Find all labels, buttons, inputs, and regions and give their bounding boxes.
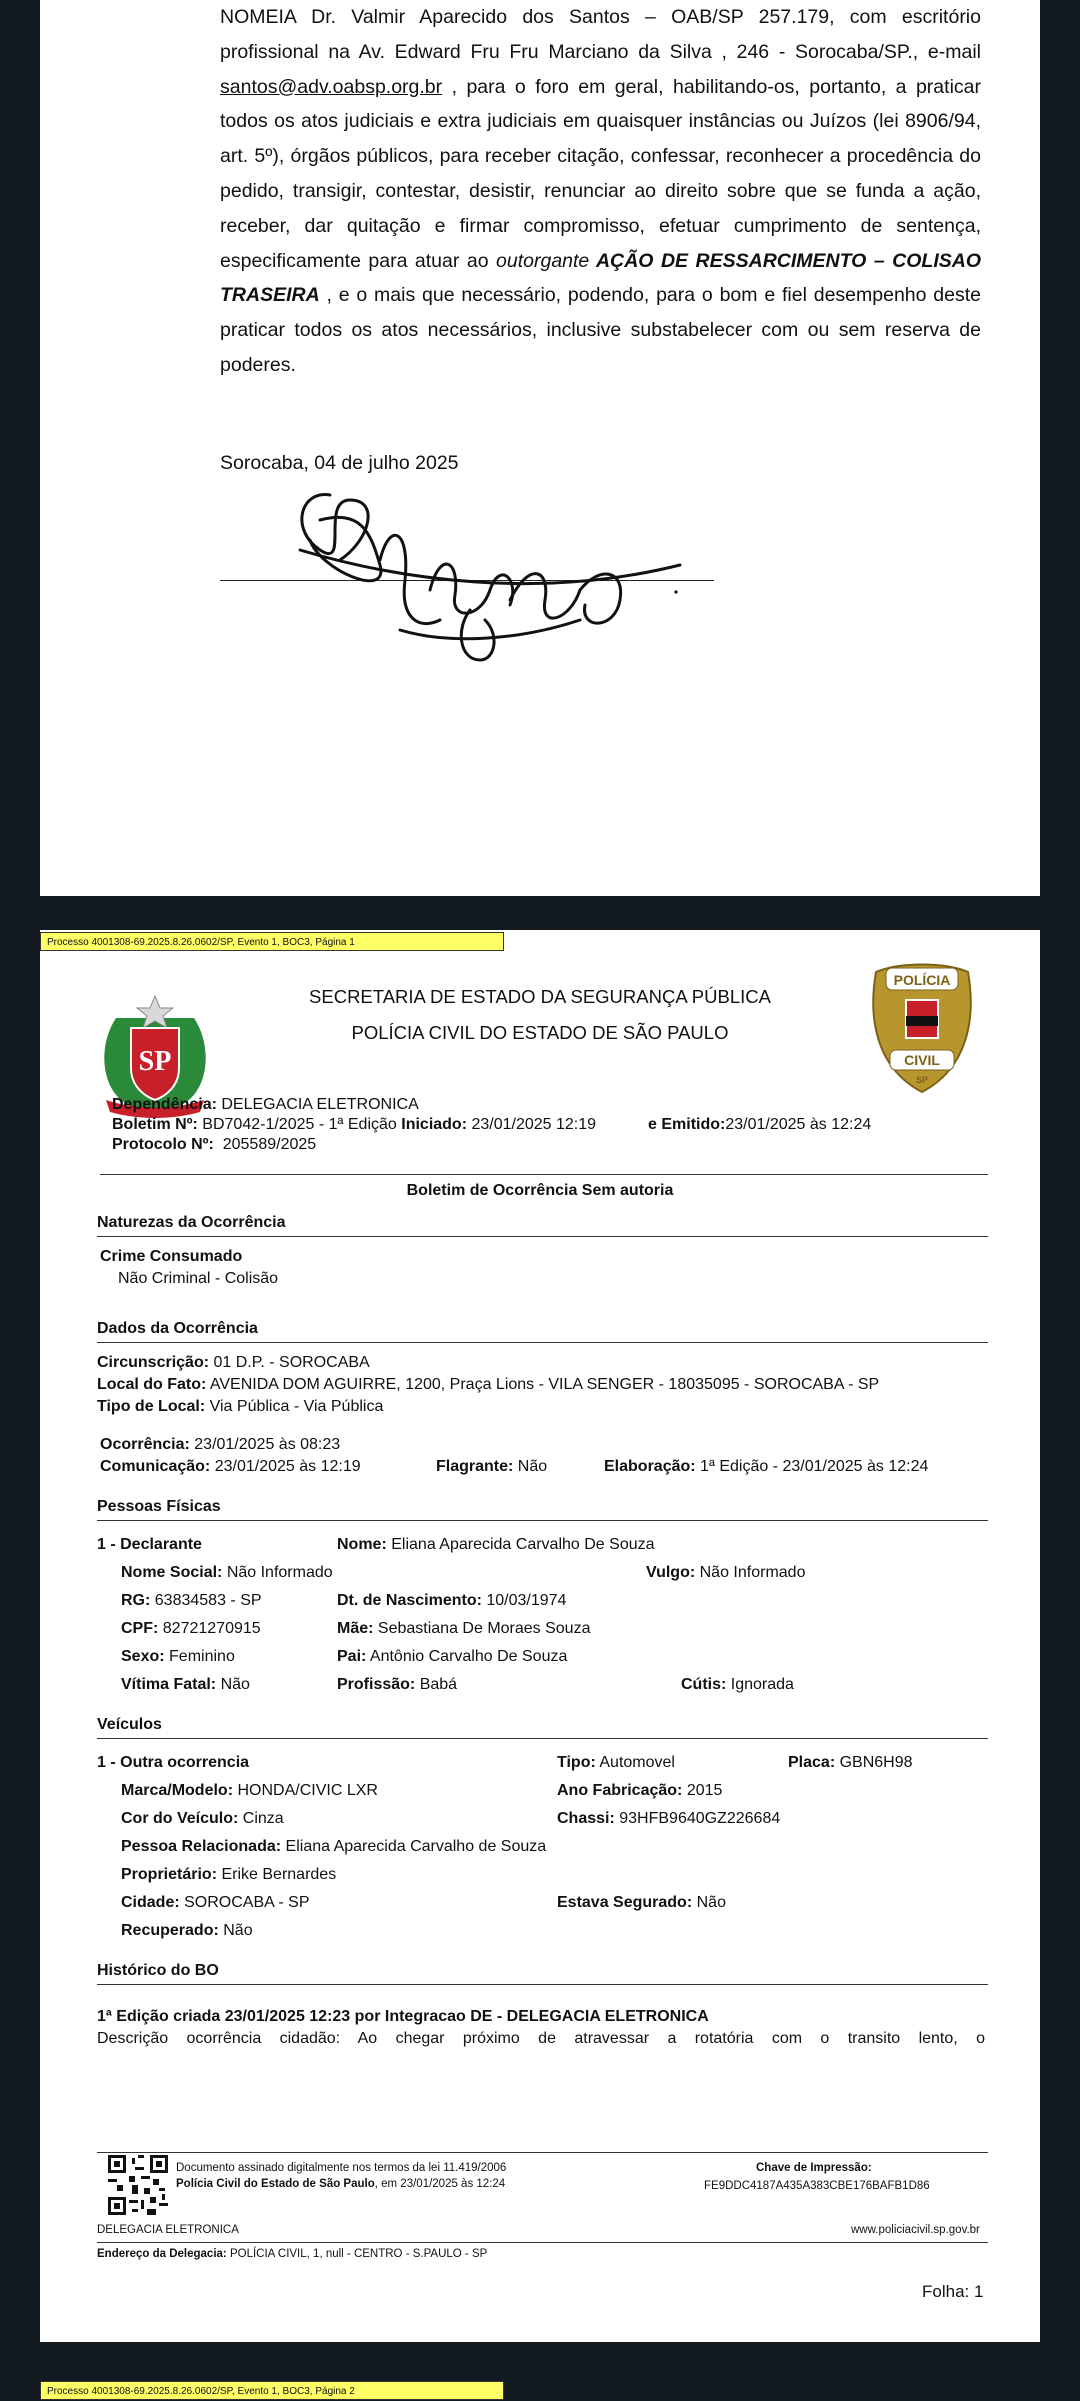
- placa-row: Placa: GBN6H98: [788, 1754, 913, 1771]
- endereco-row: Endereço da Delegacia: POLÍCIA CIVIL, 1, null - CENTRO - S.PAULO - SP: [97, 2248, 488, 2260]
- crime-value: Não Criminal - Colisão: [118, 1270, 279, 1287]
- historico-descricao: Descrição ocorrência cidadão: Ao chegar próximo de atravessar a rotatória com o transito lento, o: [97, 2030, 985, 2047]
- divider: [97, 1984, 988, 1985]
- header-secretaria: SECRETARIA DE ESTADO DA SEGURANÇA PÚBLICA: [309, 986, 771, 1007]
- outorgante-text: outorgante: [496, 249, 590, 272]
- section-naturezas: Naturezas da Ocorrência: [97, 1214, 286, 1231]
- svg-text:POLÍCIA: POLÍCIA: [893, 972, 951, 988]
- emitido-row: e Emitido:23/01/2025 às 12:24: [648, 1116, 872, 1133]
- chave-label: Chave de Impressão:: [756, 2162, 872, 2174]
- circunscricao-row: Circunscrição: 01 D.P. - SOROCABA: [97, 1354, 370, 1371]
- nascimento-row: Dt. de Nascimento: 10/03/1974: [337, 1592, 567, 1609]
- boletim-numero-row: Boletim Nº: BD7042-1/2025 - 1ª Edição Iniciado: 23/01/2025 12:19: [112, 1116, 597, 1133]
- paragraph-text-3: , e o mais que necessário, podendo, para o bom e fiel desempenho deste praticar todos os atos necessários, inclusive substabelecer com ou sem reserva de poderes.: [220, 284, 981, 376]
- power-of-attorney-paragraph: [220, 0, 981, 383]
- divider: [97, 1738, 988, 1739]
- section-historico: Histórico do BO: [97, 1962, 219, 1979]
- marca-row: Marca/Modelo: HONDA/CIVIC LXR: [121, 1782, 378, 1799]
- cidade-row: Cidade: SOROCABA - SP: [121, 1894, 310, 1911]
- chave-value: FE9DDC4187A435A383CBE176BAFB1D86: [704, 2180, 930, 2192]
- tipo-local-row: Tipo de Local: Via Pública - Via Pública: [97, 1398, 384, 1415]
- elaboracao-row: Elaboração: 1ª Edição - 23/01/2025 às 12:24: [604, 1458, 929, 1475]
- historico-edicao: 1ª Edição criada 23/01/2025 12:23 por Integracao DE - DELEGACIA ELETRONICA: [97, 2008, 709, 2025]
- proprietario-row: Proprietário: Erike Bernardes: [121, 1866, 337, 1883]
- vitima-row: Vítima Fatal: Não: [121, 1676, 250, 1693]
- divider: [97, 1236, 988, 1237]
- qr-code-icon: [108, 2155, 168, 2215]
- svg-text:SP: SP: [915, 1075, 929, 1085]
- recuperado-row: Recuperado: Não: [121, 1922, 253, 1939]
- chassi-row: Chassi: 93HFB9640GZ226684: [557, 1810, 781, 1827]
- declarante-label: 1 - Declarante: [97, 1536, 202, 1553]
- protocolo-row: Protocolo Nº: 205589/2025: [112, 1136, 317, 1153]
- section-dados: Dados da Ocorrência: [97, 1320, 258, 1337]
- acao-text: AÇÃO DE RESSARCIMENTO – COLISAO TRASEIRA: [220, 249, 982, 307]
- svg-text:SP: SP: [138, 1046, 172, 1077]
- veiculo-item-label: 1 - Outra ocorrencia: [97, 1754, 250, 1771]
- rg-row: RG: 63834583 - SP: [121, 1592, 262, 1609]
- divider: [100, 1174, 988, 1175]
- dependencia-row: Dependência: DELEGACIA ELETRONICA: [112, 1096, 419, 1113]
- assinado-text: Documento assinado digitalmente nos termos da lei 11.419/2006: [176, 2162, 507, 2174]
- divider: [97, 2152, 988, 2153]
- ocorrencia-row: Ocorrência: 23/01/2025 às 08:23: [100, 1436, 341, 1453]
- cor-row: Cor do Veículo: Cinza: [121, 1810, 284, 1827]
- cutis-row: Cútis: Ignorada: [681, 1676, 794, 1693]
- pai-row: Pai: Antônio Carvalho De Souza: [337, 1648, 568, 1665]
- mae-row: Mãe: Sebastiana De Moraes Souza: [337, 1620, 591, 1637]
- handwritten-signature: [280, 470, 700, 670]
- sexo-row: Sexo: Feminino: [121, 1648, 235, 1665]
- tipo-veiculo-row: Tipo: Automovel: [557, 1754, 675, 1771]
- section-pessoas: Pessoas Físicas: [97, 1498, 221, 1515]
- flagrante-row: Flagrante: Não: [436, 1458, 548, 1475]
- footer-site-link[interactable]: www.policiacivil.sp.gov.br: [851, 2224, 980, 2236]
- divider: [97, 1342, 988, 1343]
- divider: [97, 1520, 988, 1521]
- nome-row: Nome: Eliana Aparecida Carvalho De Souza: [337, 1536, 655, 1553]
- crime-label: Crime Consumado: [100, 1248, 243, 1265]
- nome-social-row: Nome Social: Não Informado: [121, 1564, 333, 1581]
- footer-delegacia: DELEGACIA ELETRONICA: [97, 2224, 239, 2236]
- folha-number: Folha: 1: [922, 2282, 984, 2301]
- assinado-policia-text: Polícia Civil do Estado de São Paulo, em 23/01/2025 às 12:24: [176, 2178, 506, 2190]
- comunicacao-row: Comunicação: 23/01/2025 às 12:19: [100, 1458, 361, 1475]
- email-link[interactable]: santos@adv.oabsp.org.br: [220, 75, 443, 98]
- profissao-row: Profissão: Babá: [337, 1676, 458, 1693]
- header-policia: POLÍCIA CIVIL DO ESTADO DE SÃO PAULO: [351, 1022, 729, 1043]
- document-page-1: [40, 0, 1040, 896]
- divider: [97, 2242, 988, 2243]
- cpf-row: CPF: 82721270915: [121, 1620, 261, 1637]
- vulgo-row: Vulgo: Não Informado: [646, 1564, 806, 1581]
- paragraph-text-1: NOMEIA Dr. Valmir Aparecido dos Santos – OAB/SP 257.179, com escritório profissional na Av. Edward Fru Fru Marciano da Silva , 246 - Sorocaba/SP., e-mail: [220, 6, 981, 63]
- svg-text:CIVIL: CIVIL: [904, 1052, 940, 1068]
- segurado-row: Estava Segurado: Não: [557, 1894, 726, 1911]
- date-line: Sorocaba, 04 de julho 2025: [220, 452, 459, 474]
- section-veiculos: Veículos: [97, 1716, 162, 1733]
- document-page-2: [40, 930, 1040, 2342]
- pessoa-relacionada-row: Pessoa Relacionada: Eliana Aparecida Carvalho de Souza: [121, 1838, 547, 1855]
- policia-civil-badge-logo: [868, 958, 976, 1094]
- boletim-title: Boletim de Ocorrência Sem autoria: [406, 1182, 674, 1199]
- process-stamp-page-1: Processo 4001308-69.2025.8.26.0602/SP, Evento 1, BOC3, Página 1: [40, 932, 504, 951]
- local-row: Local do Fato: AVENIDA DOM AGUIRRE, 1200, Praça Lions - VILA SENGER - 18035095 - SOROCABA - SP: [97, 1376, 880, 1393]
- paragraph-text-2: , para o foro em geral, habilitando-os, portanto, a praticar todos os atos judiciais e extra judiciais em quaisquer instâncias ou Juízos (lei 8906/94, art. 5º), órgãos públicos, para receber citação, confessar, reconhecer a procedência do pedido, transigir, contestar, desistir, renunciar ao direito sobre que se funda a ação, receber, dar quitação e firmar compromisso, efetuar cumprimento de sentença, especificamente para atuar ao: [220, 75, 981, 272]
- ano-row: Ano Fabricação: 2015: [557, 1782, 723, 1799]
- process-stamp-page-2: Processo 4001308-69.2025.8.26.0602/SP, Evento 1, BOC3, Página 2: [40, 2381, 504, 2400]
